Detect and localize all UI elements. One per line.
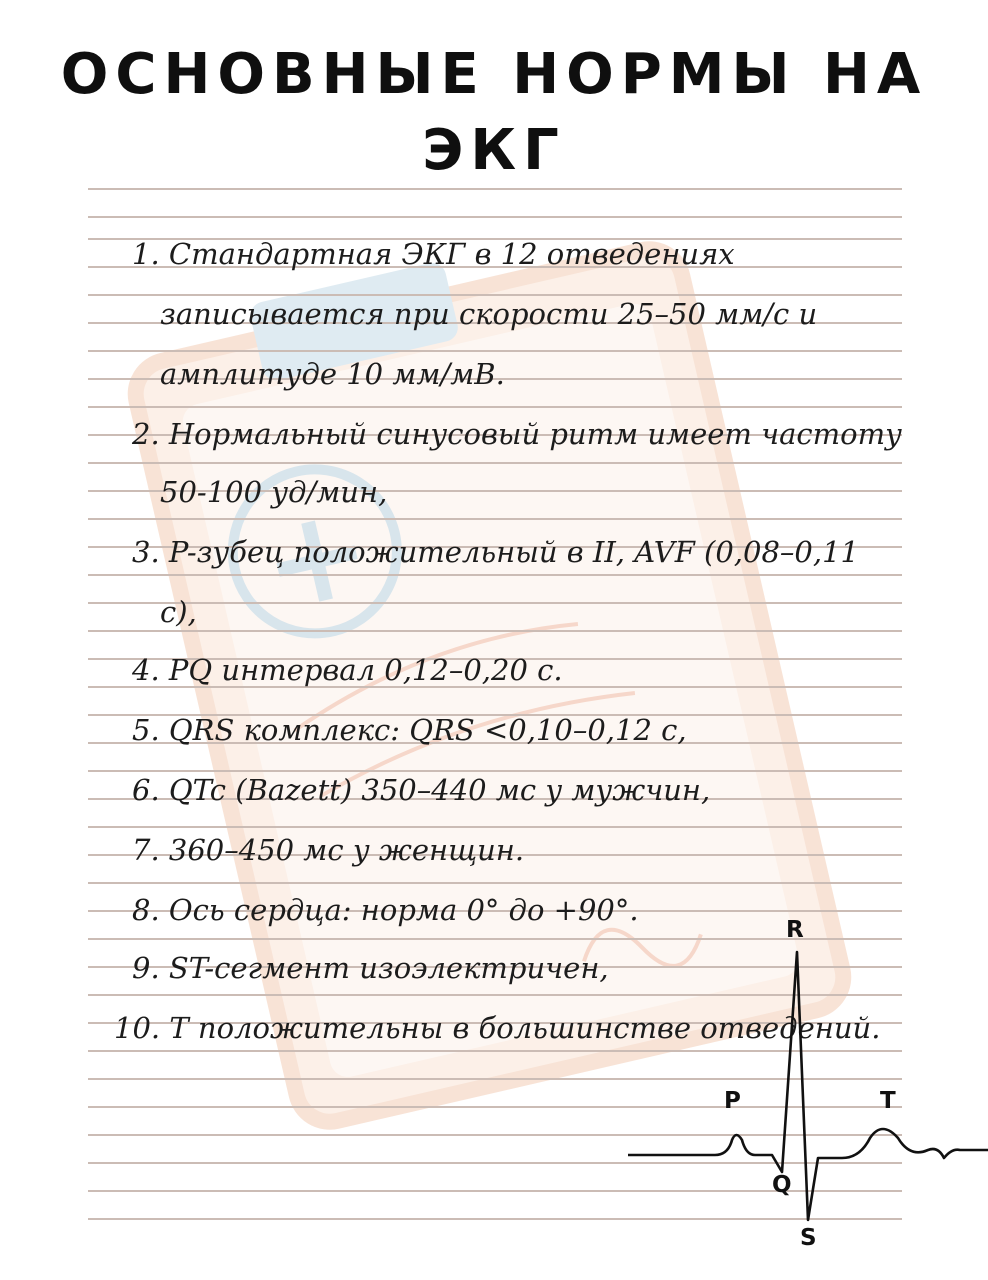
page-title-line-2: ЭКГ [422,118,566,183]
list-item-3-line-1: 3. P-зубец положительный в II, AVF (0,08–0,11 [132,535,859,569]
list-item-5: 5. QRS комплекс: QRS <0,10–0,12 с, [132,713,687,747]
list-item-3-line-2: с), [160,595,197,629]
list-item-1-line-3: амплитуде 10 мм/мВ. [160,357,505,391]
ecg-label-p: P [724,1088,741,1114]
list-item-10: 10. T положительны в большинстве отведений. [114,1011,881,1045]
list-item-8: 8. Ось сердца: норма 0° до +90°. [132,893,639,927]
list-item-2-line-1: 2. Нормальный синусовый ритм имеет частоту [132,417,902,451]
ecg-label-r: R [786,917,804,943]
ecg-label-s: S [800,1225,817,1251]
list-item-2-line-2: 50-100 уд/мин, [160,475,388,509]
page-title-line-1: ОСНОВНЫЕ НОРМЫ НА [60,42,928,107]
list-item-4: 4. PQ интервал 0,12–0,20 с. [132,653,563,687]
list-item-6: 6. QTc (Bazett) 350–440 мс у мужчин, [132,773,711,807]
ecg-label-t: T [880,1088,896,1114]
list-item-9: 9. ST-сегмент изоэлектричен, [132,951,609,985]
ecg-label-q: Q [772,1172,792,1198]
list-item-7: 7. 360–450 мс у женщин. [132,833,525,867]
list-item-1-line-2: записывается при скорости 25–50 мм/с и [160,297,818,331]
list-item-1-line-1: 1. Стандартная ЭКГ в 12 отведениях [132,237,735,271]
